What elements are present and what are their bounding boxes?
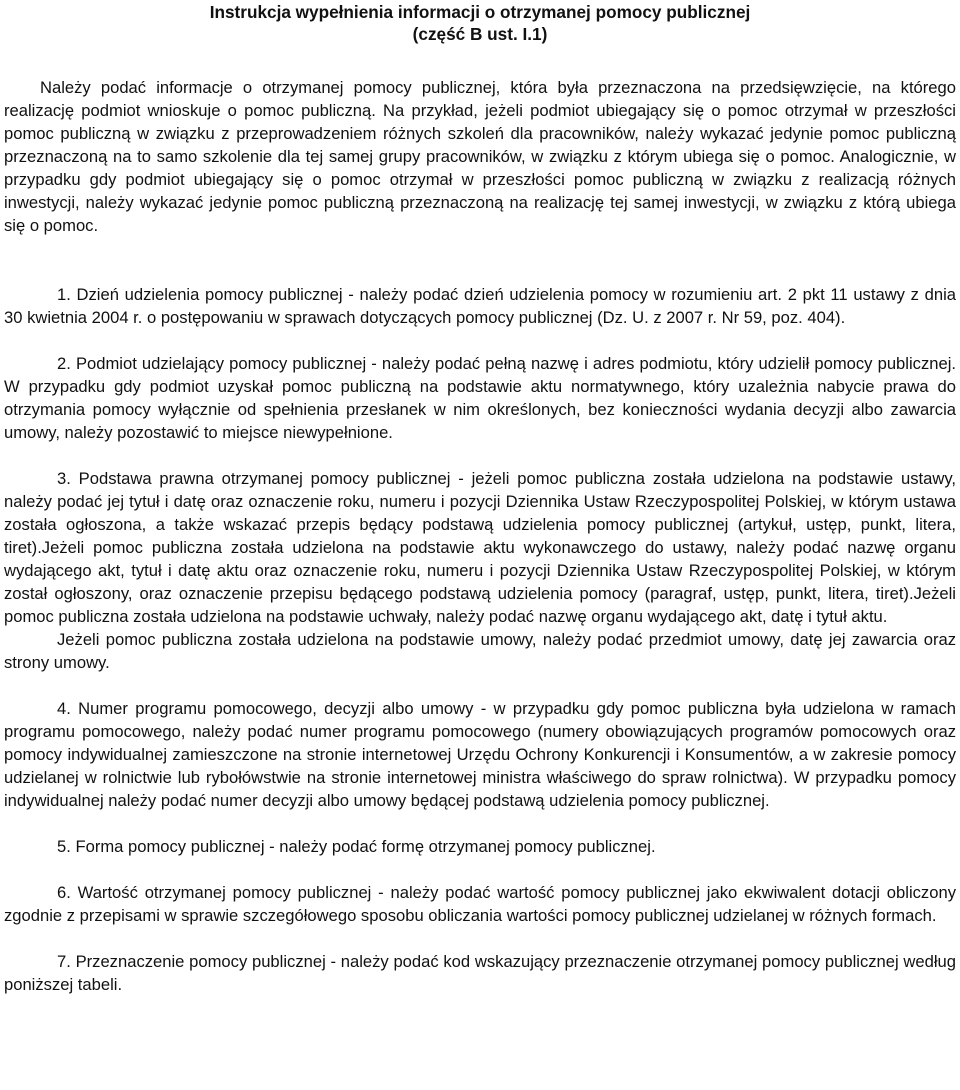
title-line-1: Instrukcja wypełnienia informacji o otrzymanej pomocy publicznej [209,2,751,22]
instruction-item-3-sub: Jeżeli pomoc publiczna została udzielona na podstawie umowy, należy podać przedmiot umowy, datę jej zawarcia oraz strony umowy. [4,630,956,672]
intro-paragraph: Należy podać informacje o otrzymanej pomocy publicznej, która była przeznaczona na przedsięwzięcie, na którego realizację podmiot wnioskuje o pomoc publiczną. Na przykład, jeżeli podmiot ubiegający się o pomoc otrzymał w przeszłości pomoc publiczną w związku z przeprowadzeniem różnych szkoleń dla pracowników, należy wykazać jedynie pomoc publiczną przeznaczoną na to samo szkolenie dla tej samej grupy pracowników, w związku z którym ubiega się o pomoc. Analogicznie, w przypadku gdy podmiot ubiegający się o pomoc otrzymał w przeszłości pomoc publiczną w związku z realizacją różnych inwestycji, należy wykazać jedynie pomoc publiczną przeznaczoną na realizację tej samej inwestycji, w związku z którą ubiega się o pomoc. [4,78,956,235]
document-title [4,0,956,45]
instruction-item-2: 2. Podmiot udzielający pomocy publicznej - należy podać pełną nazwę i adres podmiotu, który udzielił pomocy publicznej. W przypadku gdy podmiot uzyskał pomoc publiczną na podstawie aktu normatywnego, który uzależnia nabycie prawa do otrzymania pomocy wyłącznie od spełnienia przesłanek w nim określonych, bez konieczności wydania decyzji albo zawarcia umowy, należy pozostawić to miejsce niewypełnione. [4,354,956,442]
instruction-item-7: 7. Przeznaczenie pomocy publicznej - należy podać kod wskazujący przeznaczenie otrzymanej pomocy publicznej według poniższej tabeli. [4,952,956,994]
instruction-list [4,283,956,996]
instruction-item-3: 3. Podstawa prawna otrzymanej pomocy publicznej - jeżeli pomoc publiczna została udzielona na podstawie ustawy, należy podać jej tytuł i datę oraz oznaczenie roku, numeru i pozycji Dziennika Ustaw Rzeczypospolitej Polskiej, w którym ustawa została ogłoszona, a także wskazać przepis będący podstawą udzielenia pomocy publicznej (artykuł, ustęp, punkt, litera, tiret).Jeżeli pomoc publiczna została udzielona na podstawie aktu wykonawczego do ustawy, należy podać nazwę organu wydającego akt, tytuł i datę aktu oraz oznaczenie roku, numeru i pozycji Dziennika Ustaw Rzeczypospolitej Polskiej, w którym został ogłoszony, oraz oznaczenie przepisu będącego podstawą udzielenia pomocy (paragraf, ustęp, punkt, litera, tiret).Jeżeli pomoc publiczna została udzielona na podstawie uchwały, należy podać nazwę organu wydającego akt, datę i tytuł aktu. [4,469,956,626]
instruction-item-5: 5. Forma pomocy publicznej - należy podać formę otrzymanej pomocy publicznej. [57,837,656,856]
instruction-item-6: 6. Wartość otrzymanej pomocy publicznej - należy podać wartość pomocy publicznej jako ekwiwalent dotacji obliczony zgodnie z przepisami w sprawie szczegółowego sposobu obliczania wartości pomocy publicznej udzielanej w różnych formach. [4,883,956,925]
instruction-item-3-block [4,467,956,674]
title-line-2: (część B ust. I.1) [412,24,548,44]
instruction-item-4: 4. Numer programu pomocowego, decyzji albo umowy - w przypadku gdy pomoc publiczna była udzielona w ramach programu pomocowego, należy podać numer programu pomocowego (numery obowiązujących programów pomocowych oraz pomocy indywidualnej zamieszczone na stronie internetowej Urzędu Ochrony Konkurencji i Konsumentów, a w zakresie pomocy udzielanej w rolnictwie lub rybołówstwie na stronie internetowej ministra właściwego do spraw rolnictwa). W przypadku pomocy indywidualnej należy podać numer decyzji albo umowy będącej podstawą udzielenia pomocy publicznej. [4,699,956,810]
instruction-item-1: 1. Dzień udzielenia pomocy publicznej - należy podać dzień udzielenia pomocy w rozumieniu art. 2 pkt 11 ustawy z dnia 30 kwietnia 2004 r. o postępowaniu w sprawach dotyczących pomocy publicznej (Dz. U. z 2007 r. Nr 59, poz. 404). [4,285,956,327]
